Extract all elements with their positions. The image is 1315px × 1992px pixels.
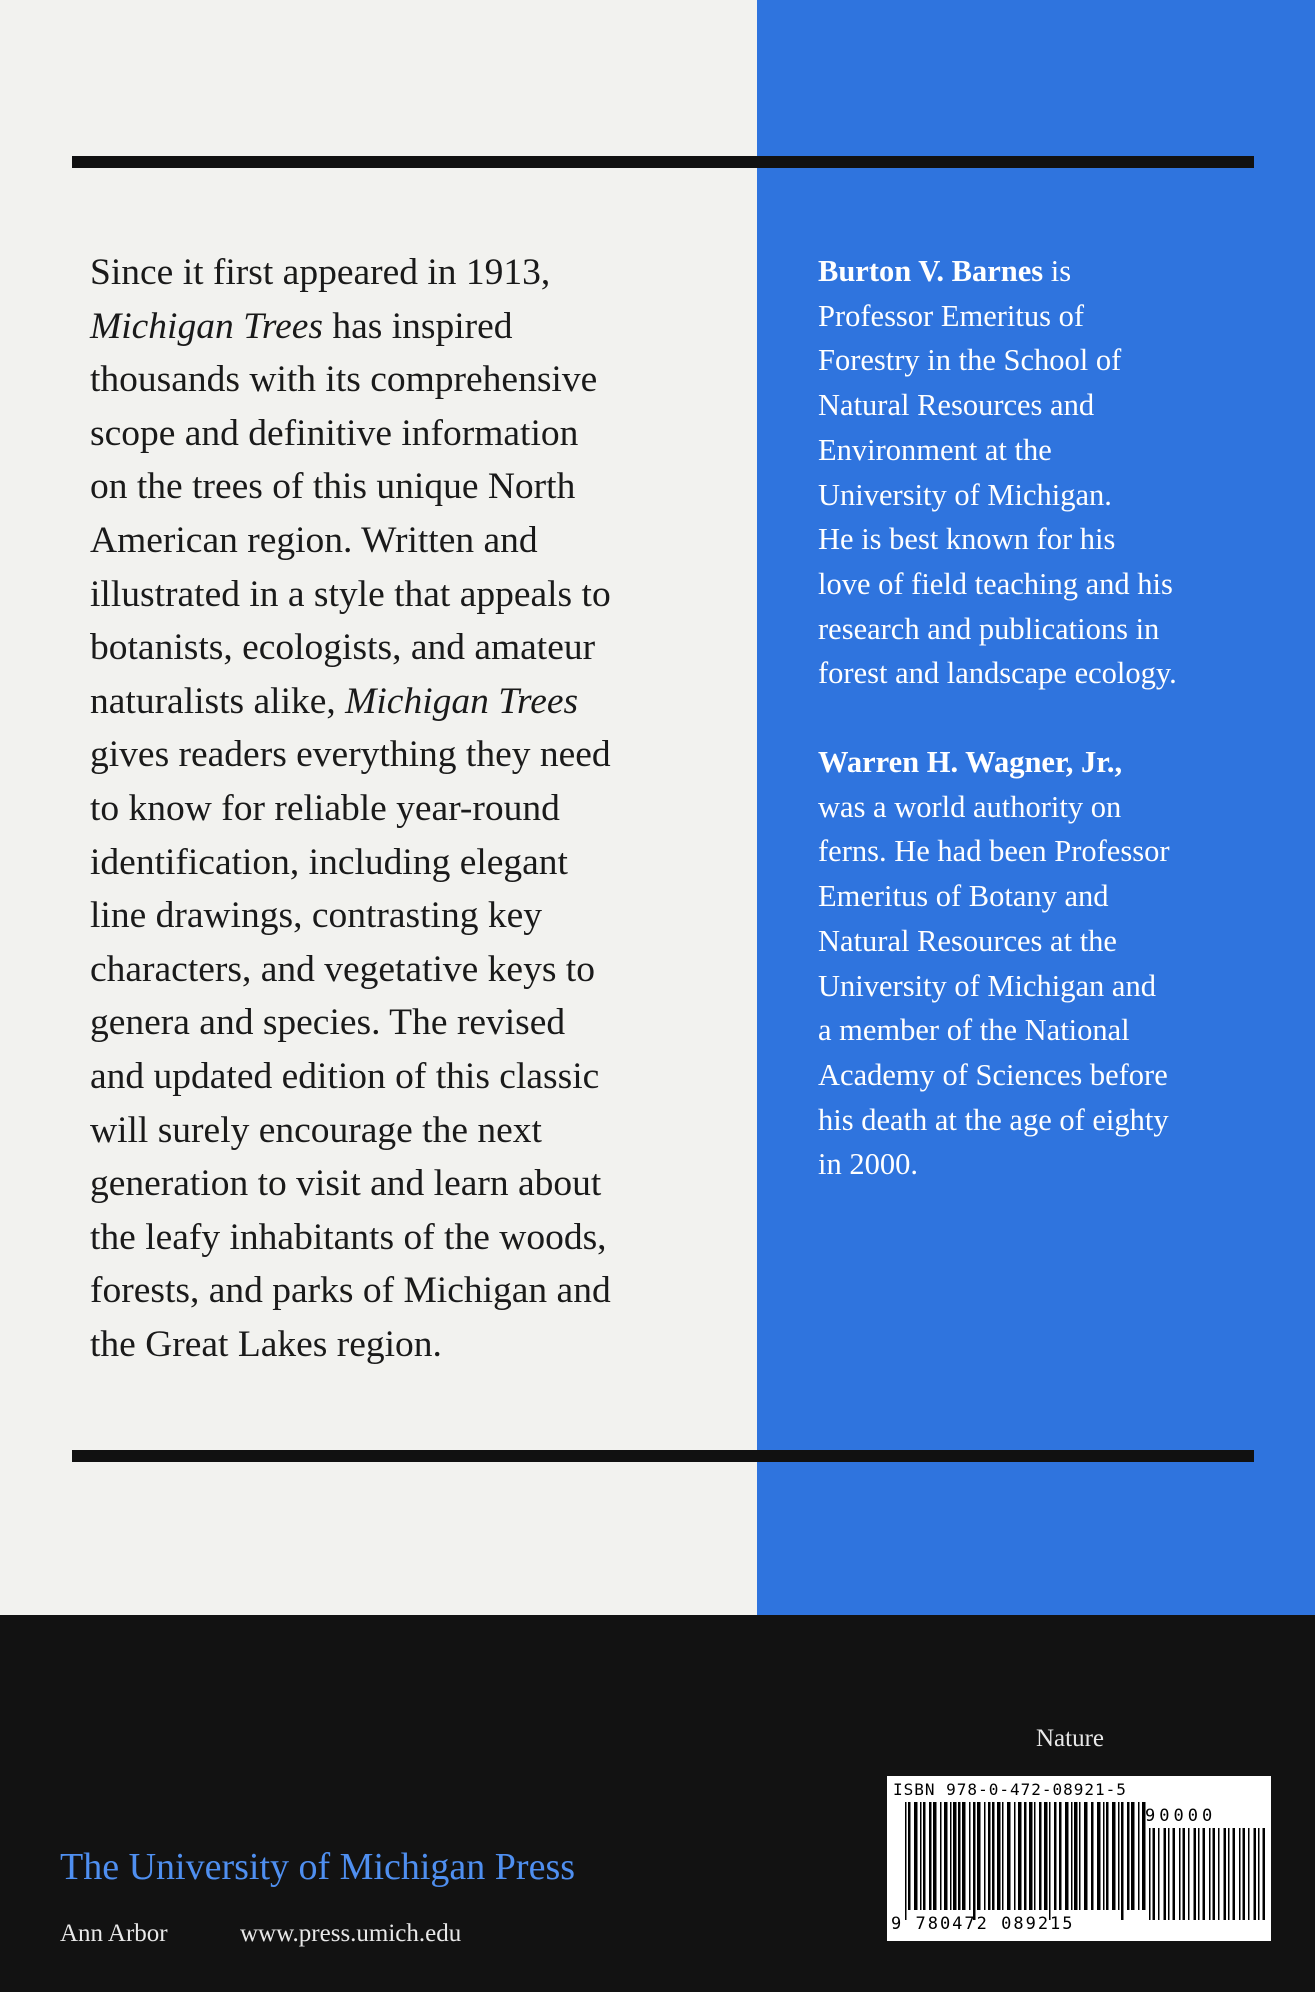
barcode-bar xyxy=(914,1802,918,1910)
barcode-bar xyxy=(953,1802,957,1910)
barcode-bar xyxy=(997,1802,1001,1910)
barcode-bar xyxy=(920,1802,922,1910)
bio-line: Academy of Sciences before xyxy=(818,1057,1168,1092)
barcode-bar xyxy=(1034,1802,1036,1910)
barcode-bar xyxy=(933,1802,937,1910)
barcode-bar xyxy=(908,1802,911,1910)
ean-digits: 9 780472 089215 xyxy=(891,1914,1075,1934)
barcode-bar xyxy=(1084,1802,1088,1910)
barcode-bar xyxy=(1065,1802,1069,1910)
barcode-bar xyxy=(940,1802,942,1910)
barcode-bar xyxy=(1024,1802,1027,1910)
barcode-bar xyxy=(1131,1802,1135,1910)
description-line: identification, including elegant xyxy=(90,841,568,883)
publisher-city: Ann Arbor xyxy=(60,1920,168,1947)
author-name: Warren H. Wagner, Jr., xyxy=(818,745,1123,779)
description-line: has inspired xyxy=(332,305,513,347)
barcode-addon-bar xyxy=(1203,1828,1206,1920)
bio-line: a member of the National xyxy=(818,1013,1130,1048)
barcode-bar xyxy=(1103,1802,1105,1910)
barcode-bar xyxy=(973,1802,976,1920)
barcode-addon-bar xyxy=(1213,1828,1216,1920)
barcode-addon-bar xyxy=(1194,1828,1197,1920)
description-line: gives readers everything they need xyxy=(90,734,611,776)
barcode-addon-bar xyxy=(1158,1828,1160,1920)
bio-line: forest and landscape ecology. xyxy=(818,656,1177,691)
barcode-bar xyxy=(929,1802,932,1910)
barcode-bar xyxy=(923,1802,926,1910)
bio-line: was a world authority on xyxy=(818,789,1122,824)
barcode-addon-bar xyxy=(1173,1828,1176,1920)
barcode-addon-bar xyxy=(1224,1828,1227,1920)
description-line: naturalists alike, xyxy=(90,680,336,722)
barcode-bar xyxy=(1002,1802,1004,1910)
price-code: 90000 xyxy=(1145,1806,1217,1826)
barcode-bar xyxy=(962,1802,966,1910)
author-bio-barnes xyxy=(818,249,1258,696)
description-line: and updated edition of this classic xyxy=(90,1055,600,1097)
description-line: the leafy inhabitants of the woods, xyxy=(90,1216,607,1258)
description-line: forests, and parks of Michigan and xyxy=(90,1270,611,1312)
barcode-bar xyxy=(1138,1802,1140,1910)
description-line: illustrated in a style that appeals to xyxy=(90,573,611,615)
barcode-bar xyxy=(1049,1802,1051,1920)
bio-line: University of Michigan. xyxy=(818,477,1112,512)
description-line: thousands with its comprehensive xyxy=(90,359,598,401)
description-line: on the trees of this unique North xyxy=(90,466,576,508)
bio-line: ferns. He had been Professor xyxy=(818,834,1170,869)
description-line: botanists, ecologists, and amateur xyxy=(90,627,596,669)
barcode-bar xyxy=(977,1802,981,1910)
barcode-addon-bar xyxy=(1254,1828,1257,1920)
isbn-label: ISBN 978-0-472-08921-5 xyxy=(893,1780,1127,1799)
publisher-name: The University of Michigan Press xyxy=(60,1846,576,1888)
bio-line: research and publications in xyxy=(818,611,1160,646)
description-line: scope and definitive information xyxy=(90,412,579,454)
description-line: American region. Written and xyxy=(90,519,538,561)
bio-line: Forestry in the School of xyxy=(818,343,1122,378)
bio-line: love of field teaching and his xyxy=(818,566,1173,601)
barcode-bar xyxy=(1121,1802,1124,1920)
barcode-addon-bar xyxy=(1209,1828,1211,1920)
barcode-bar xyxy=(1074,1802,1078,1910)
barcode-addon-bar xyxy=(1239,1828,1241,1920)
bio-line: Emeritus of Botany and xyxy=(818,879,1109,914)
barcode-addon-bar xyxy=(1164,1828,1167,1920)
barcode-bar xyxy=(1044,1802,1048,1910)
bio-line: Professor Emeritus of xyxy=(818,298,1084,333)
barcode-addon-bar xyxy=(1258,1828,1260,1920)
barcode-bar xyxy=(969,1802,971,1910)
barcode-bar xyxy=(992,1802,995,1910)
bio-line: Natural Resources and xyxy=(818,388,1095,423)
barcode-bar xyxy=(984,1802,986,1910)
description-line: will surely encourage the next xyxy=(90,1109,542,1151)
barcode-addon-bar xyxy=(1149,1828,1151,1920)
barcode-bar xyxy=(958,1802,961,1910)
barcode-addon-bar xyxy=(1188,1828,1190,1920)
barcode-addon-bar xyxy=(1248,1828,1250,1920)
bio-line: Environment at the xyxy=(818,432,1052,467)
barcode-bar xyxy=(950,1802,952,1910)
barcode-bar xyxy=(1018,1802,1022,1910)
barcode-bar xyxy=(1029,1802,1033,1910)
barcode-addon-bar xyxy=(1168,1828,1170,1920)
barcode-addon-bar xyxy=(1183,1828,1186,1920)
description-line: generation to visit and learn about xyxy=(90,1163,602,1205)
category-label: Nature xyxy=(1036,1725,1105,1752)
barcode-addon-bar xyxy=(1243,1828,1246,1920)
author-bio-wagner xyxy=(818,740,1258,1187)
book-description xyxy=(90,246,690,1371)
top-divider-rule xyxy=(72,156,1254,168)
barcode-addon-bar xyxy=(1179,1828,1181,1920)
barcode-bar xyxy=(1091,1802,1094,1910)
barcode-bar xyxy=(905,1802,907,1920)
author-name-suffix: is xyxy=(1043,254,1072,288)
barcode-bar xyxy=(1106,1802,1109,1910)
barcode-bar xyxy=(1079,1802,1081,1910)
description-line: the Great Lakes region. xyxy=(90,1323,442,1365)
barcode-bar xyxy=(1071,1802,1073,1910)
barcode-bar xyxy=(1127,1802,1130,1910)
barcode-bar xyxy=(1118,1802,1120,1910)
barcode-bar xyxy=(1097,1802,1101,1910)
barcode-bar xyxy=(1014,1802,1016,1910)
barcode-addon-bar xyxy=(1228,1828,1230,1920)
description-line: characters, and vegetative keys to xyxy=(90,948,595,990)
description-line: line drawings, contrasting key xyxy=(90,895,542,937)
barcode-addon-bar xyxy=(1233,1828,1236,1920)
publisher-website[interactable]: www.press.umich.edu xyxy=(240,1920,462,1947)
book-title-italic: Michigan Trees xyxy=(345,680,579,722)
barcode-bar xyxy=(1039,1802,1042,1910)
barcode-bar xyxy=(944,1802,948,1910)
bio-line: his death at the age of eighty xyxy=(818,1102,1169,1137)
barcode-addon-bar xyxy=(1198,1828,1200,1920)
bottom-divider-rule xyxy=(72,1450,1254,1462)
barcode-addon-bar xyxy=(1153,1828,1156,1920)
barcode-bar xyxy=(1054,1802,1057,1910)
bio-line: University of Michigan and xyxy=(818,968,1156,1003)
author-name: Burton V. Barnes xyxy=(818,254,1044,288)
bio-line: in 2000. xyxy=(818,1147,918,1182)
book-title-italic: Michigan Trees xyxy=(90,305,323,347)
barcode-bar xyxy=(1059,1802,1062,1910)
bio-line: Natural Resources at the xyxy=(818,923,1117,958)
bio-line: He is best known for his xyxy=(818,522,1116,557)
description-line: Since it first appeared in 1913, xyxy=(90,252,551,293)
barcode-bar xyxy=(1112,1802,1116,1910)
barcode-bar xyxy=(1007,1802,1011,1910)
barcode-addon-bar xyxy=(1263,1828,1266,1920)
isbn-barcode xyxy=(887,1776,1271,1941)
barcode-bar xyxy=(988,1802,991,1910)
description-line: genera and species. The revised xyxy=(90,1002,566,1044)
barcode-addon-bar xyxy=(1218,1828,1220,1920)
description-line: to know for reliable year-round xyxy=(90,787,560,829)
